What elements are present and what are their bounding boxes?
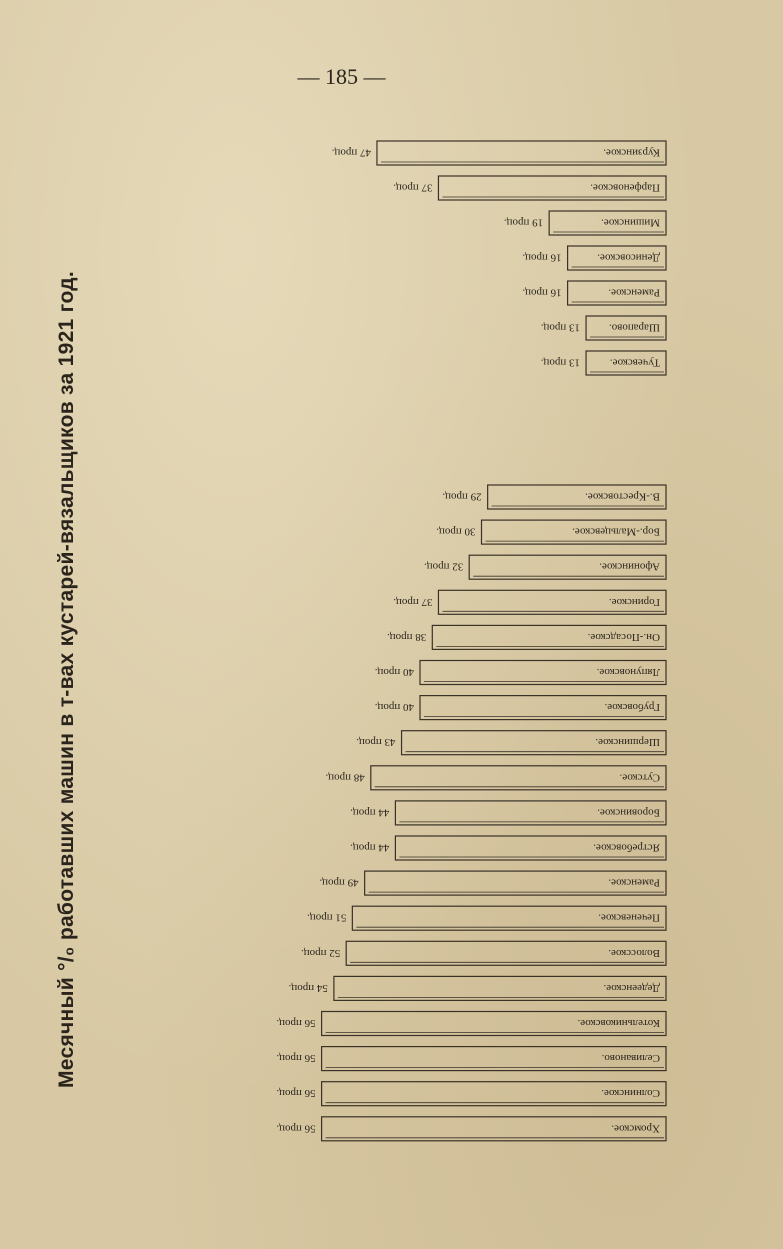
- value-label: 56 проц.: [276, 1122, 316, 1135]
- value-label: 16 проц.: [522, 286, 562, 299]
- bar-row: [331, 141, 666, 165]
- value-label: 47 проц.: [331, 146, 371, 159]
- value-label: 43 проц.: [356, 736, 396, 749]
- category-label: Дедеенское.: [603, 981, 660, 994]
- category-label: Печеневское.: [598, 911, 660, 924]
- value-label: 19 проц.: [503, 216, 544, 229]
- bar-row: [442, 485, 666, 509]
- value-label: 40 проц.: [374, 665, 414, 678]
- bar-row: [356, 731, 666, 755]
- value-label: 56 проц.: [276, 1052, 316, 1065]
- value-label: 44 проц.: [350, 841, 390, 854]
- bar-row: [374, 696, 666, 720]
- bar-row: [393, 176, 666, 200]
- category-label: Бор.-Мальцевское.: [572, 525, 660, 538]
- category-label: Сутское.: [619, 771, 660, 784]
- bar-row: [301, 941, 666, 965]
- value-label: 44 проц.: [350, 806, 390, 819]
- category-label: Он.-Посадское.: [587, 630, 660, 643]
- bar-row: [276, 1047, 666, 1071]
- category-label: Раменское.: [608, 286, 660, 299]
- category-label: Парфеновское.: [590, 181, 660, 194]
- category-label: Боровинское.: [597, 806, 660, 819]
- category-label: Денисовское.: [597, 251, 660, 264]
- category-label: Афонинское.: [599, 560, 660, 573]
- value-label: 13 проц.: [540, 356, 581, 369]
- category-label: Хромское.: [611, 1122, 660, 1135]
- bar-row: [393, 590, 666, 614]
- category-label: Ястребовское.: [593, 841, 660, 854]
- value-label: 56 проц.: [276, 1016, 316, 1029]
- bar-row: [276, 1082, 666, 1106]
- category-label: Селиваново.: [601, 1052, 660, 1065]
- bar-row: [350, 836, 666, 860]
- value-label: 52 проц.: [300, 946, 341, 959]
- bar-row: [522, 281, 666, 305]
- bar-row: [350, 801, 666, 825]
- bar-row: [541, 351, 666, 375]
- value-label: 37 проц.: [393, 595, 433, 608]
- bar-row: [288, 976, 666, 1000]
- value-label: 30 проц.: [436, 525, 476, 538]
- category-label: Раменское.: [608, 876, 660, 889]
- bar-row: [387, 625, 666, 649]
- value-label: 38 проц.: [387, 630, 427, 643]
- value-label: 37 проц.: [393, 181, 433, 194]
- value-label: 16 проц.: [522, 251, 562, 264]
- category-label: Волосское.: [608, 946, 660, 959]
- value-label: 32 проц.: [423, 560, 464, 573]
- bar-row: [424, 555, 666, 579]
- bar-row: [522, 246, 666, 270]
- bar-row: [504, 211, 666, 235]
- bar-row: [374, 661, 666, 685]
- category-label: Солнинское.: [601, 1087, 660, 1100]
- category-label: Тучевское.: [609, 356, 660, 369]
- side-title: Месячный °/₀ работавших машин в т-вах кустарей-вязальщиков за 1921 год.: [55, 270, 78, 1088]
- bar-row: [307, 906, 666, 930]
- category-label: Ляпуновское.: [596, 665, 660, 678]
- category-label: Шершинское.: [595, 736, 660, 749]
- bar-row: [541, 316, 666, 340]
- bar-row: [276, 1012, 666, 1036]
- bar-row: [325, 766, 666, 790]
- category-label: Курзинское.: [603, 146, 660, 159]
- value-label: 54 проц.: [288, 981, 328, 994]
- category-label: Мишинское.: [601, 216, 660, 229]
- value-label: 49 проц.: [319, 876, 359, 889]
- value-label: 51 проц.: [307, 911, 347, 924]
- category-label: Шарапово.: [609, 321, 660, 334]
- category-label: Горинское.: [608, 595, 660, 608]
- value-label: 48 проц.: [325, 771, 365, 784]
- value-label: 40 проц.: [374, 701, 414, 714]
- category-label: В.-Крестовское.: [585, 490, 660, 503]
- value-label: 56 проц.: [276, 1087, 316, 1100]
- bar-row: [276, 1117, 666, 1141]
- category-label: Грубовское.: [604, 701, 660, 714]
- bar-row: [319, 871, 666, 895]
- bar-row: [436, 520, 666, 544]
- value-label: 13 проц.: [540, 321, 581, 334]
- page-number: — 185 —: [297, 64, 386, 89]
- value-label: 29 проц.: [442, 490, 482, 503]
- category-label: Котельниковское.: [577, 1016, 660, 1029]
